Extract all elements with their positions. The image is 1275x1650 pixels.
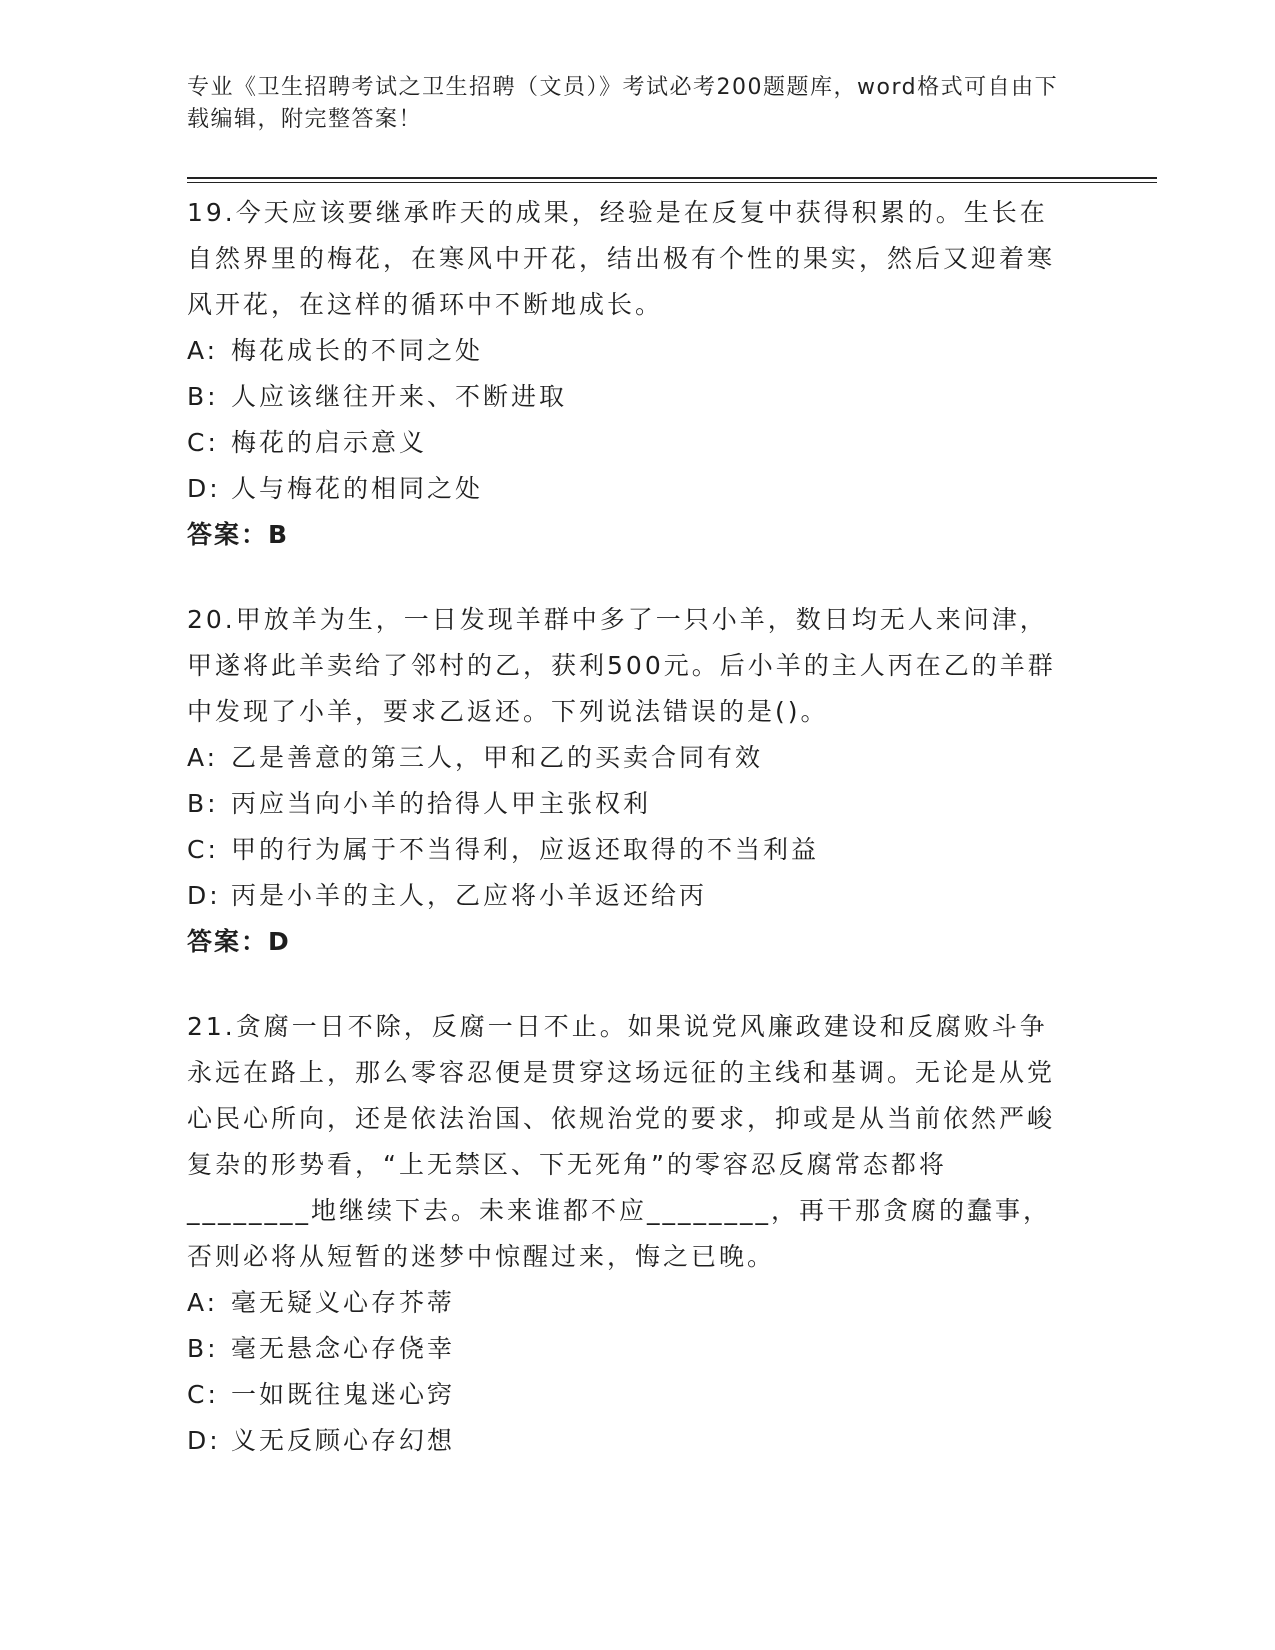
- option-letter: D:: [187, 1426, 221, 1455]
- question-20: [187, 597, 1067, 965]
- option-text: 甲的行为属于不当得利，应返还取得的不当利益: [231, 835, 820, 864]
- option-c: [187, 827, 1067, 873]
- option-letter: C:: [187, 428, 219, 457]
- option-text: 丙是小羊的主人，乙应将小羊返还给丙: [231, 881, 708, 910]
- option-letter: C:: [187, 835, 219, 864]
- option-text: 毫无悬念心存侥幸: [231, 1334, 456, 1363]
- option-c: [187, 1372, 1067, 1418]
- option-b: [187, 374, 1067, 420]
- option-d: [187, 466, 1067, 512]
- option-text: 毫无疑义心存芥蒂: [231, 1288, 456, 1317]
- option-a: [187, 1280, 1067, 1326]
- header-divider-thin: [187, 182, 1157, 183]
- option-b: [187, 781, 1067, 827]
- option-letter: B:: [187, 1334, 219, 1363]
- option-a: [187, 735, 1067, 781]
- option-text: 人应该继往开来、不断进取: [231, 382, 568, 411]
- header-divider-thick: [187, 177, 1157, 179]
- question-19: [187, 190, 1067, 558]
- question-stem: 21.贪腐一日不除，反腐一日不止。如果说党风廉政建设和反腐败斗争永远在路上，那么零容忍便是贯穿这场远征的主线和基调。无论是从党心民心所向，还是依法治国、依规治党的要求，抑或是从当前依然严峻复杂的形势看，“上无禁区、下无死角”的零容忍反腐常态都将________地继续下去。未来谁都不应________，再干那贪腐的蠢事，否则必将从短暂的迷梦中惊醒过来，悔之已晚。: [187, 1012, 1056, 1271]
- option-text: 义无反顾心存幻想: [231, 1426, 456, 1455]
- option-text: 丙应当向小羊的拾得人甲主张权利: [231, 789, 652, 818]
- option-letter: D:: [187, 474, 221, 503]
- option-letter: B:: [187, 382, 219, 411]
- option-d: [187, 873, 1067, 919]
- option-a: [187, 328, 1067, 374]
- option-c: [187, 420, 1067, 466]
- option-d: [187, 1418, 1067, 1464]
- option-text: 一如既往鬼迷心窍: [231, 1380, 456, 1409]
- question-stem: 20.甲放羊为生，一日发现羊群中多了一只小羊，数日均无人来问津，甲遂将此羊卖给了邻村的乙，获利500元。后小羊的主人丙在乙的羊群中发现了小羊，要求乙返还。下列说法错误的是()。: [187, 605, 1056, 726]
- question-stem: 19.今天应该要继承昨天的成果，经验是在反复中获得积累的。生长在自然界里的梅花，在寒风中开花，结出极有个性的果实，然后又迎着寒风开花，在这样的循环中不断地成长。: [187, 198, 1056, 319]
- question-21: [187, 1004, 1067, 1464]
- option-text: 梅花成长的不同之处: [231, 336, 484, 365]
- option-text: 乙是善意的第三人，甲和乙的买卖合同有效: [231, 743, 764, 772]
- answer-line: 答案：D: [187, 927, 291, 956]
- option-letter: C:: [187, 1380, 219, 1409]
- document-header: 专业《卫生招聘考试之卫生招聘（文员）》考试必考200题题库，word格式可自由下载编辑，附完整答案！: [187, 75, 1059, 132]
- option-text: 梅花的启示意义: [231, 428, 428, 457]
- option-letter: A:: [187, 1288, 219, 1317]
- option-text: 人与梅花的相同之处: [231, 474, 484, 503]
- option-letter: A:: [187, 743, 219, 772]
- option-b: [187, 1326, 1067, 1372]
- option-letter: A:: [187, 336, 219, 365]
- option-letter: B:: [187, 789, 219, 818]
- option-letter: D:: [187, 881, 221, 910]
- answer-line: 答案：B: [187, 520, 290, 549]
